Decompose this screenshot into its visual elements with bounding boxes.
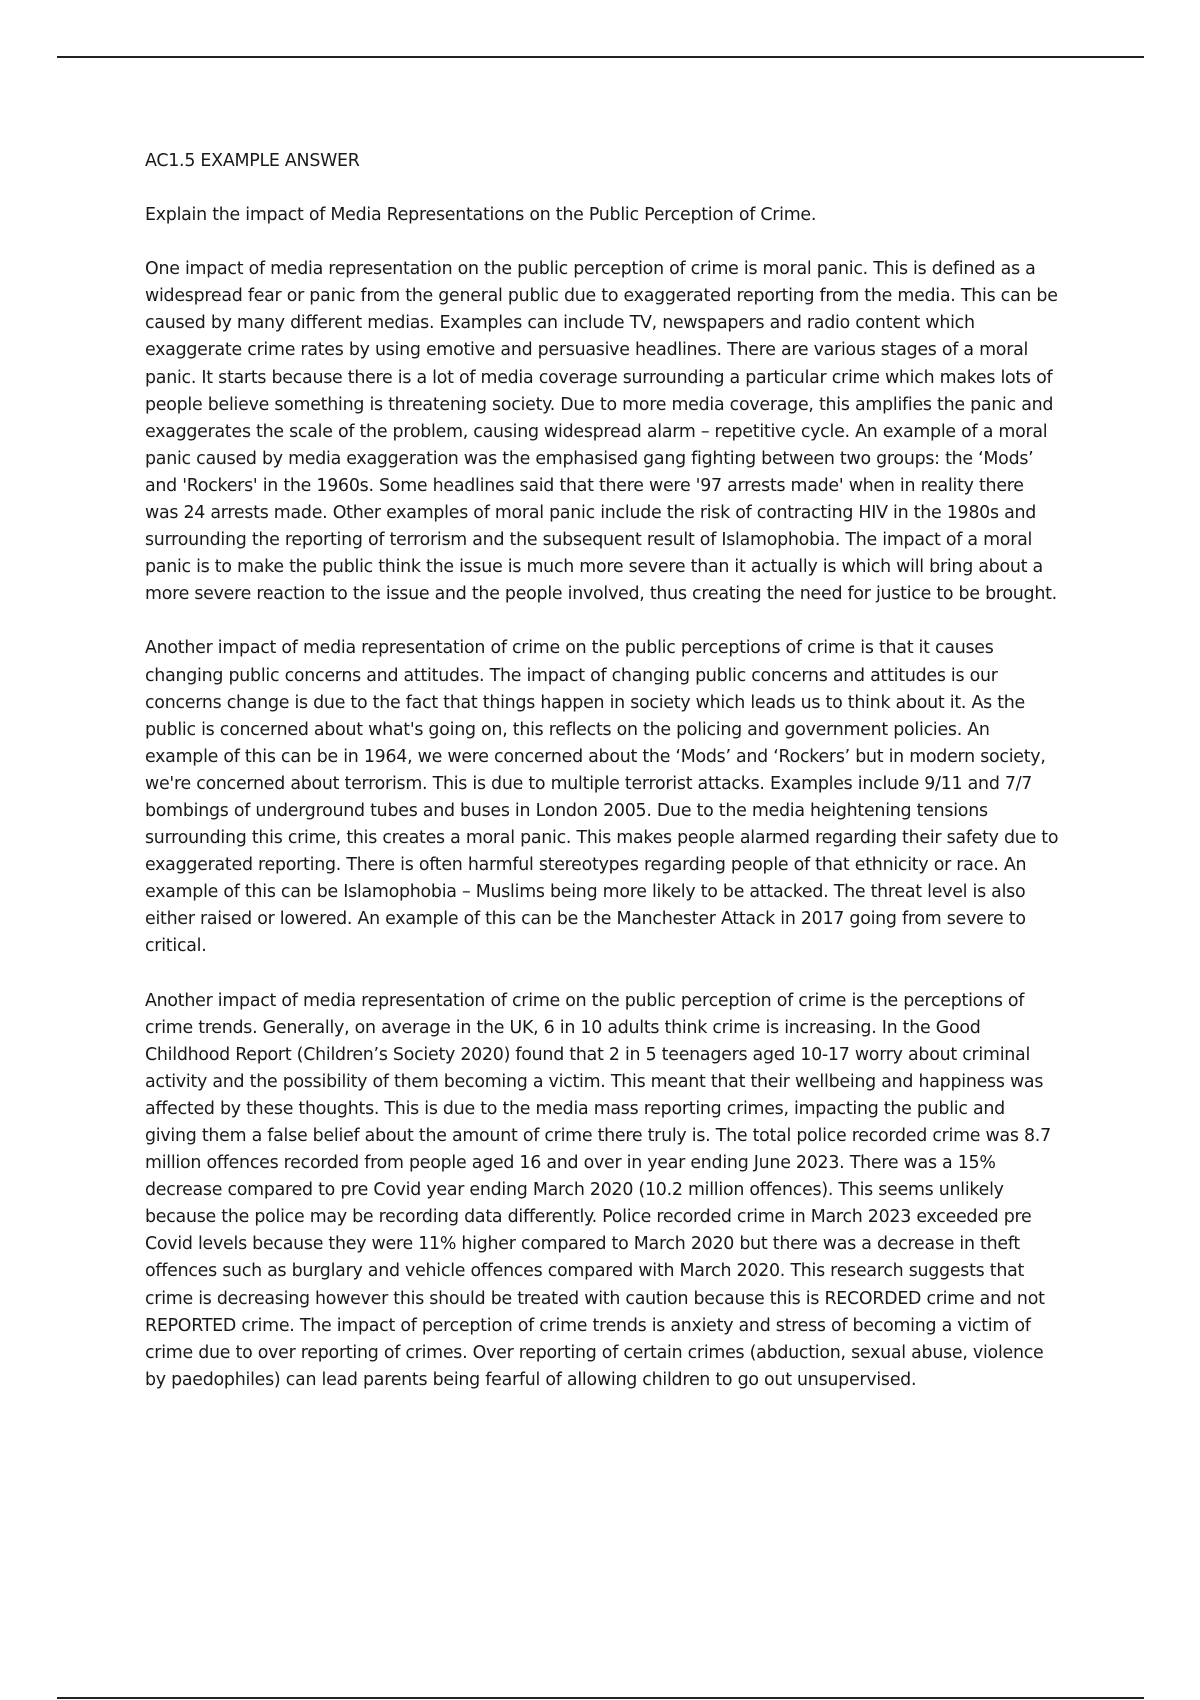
- paragraph-public-concerns: Another impact of media representation of crime on the public perceptions of crime is that it causes changing public concerns and attitudes. The impact of changing public concerns and attitudes is our concerns change is due to the fact that things happen in society which leads us to think about it. As the public is concerned about what's going on, this reflects on the policing and government policies. An example of this can be in 1964, we were concerned about the ‘Mods’ and ‘Rockers’ but in modern society, we're concerned about terrorism. This is due to multiple terrorist attacks. Examples include 9/11 and 7/7 bombings of underground tubes and buses in London 2005. Due to the media heightening tensions surrounding this crime, this creates a moral panic. This makes people alarmed regarding their safety due to exaggerated reporting. There is often harmful stereotypes regarding people of that ethnicity or race. An example of this can be Islamophobia – Muslims being more likely to be attacked. The threat level is also either raised or lowered. An example of this can be the Manchester Attack in 2017 going from severe to critical.: [145, 638, 1059, 957]
- footer-rule: [57, 1697, 1144, 1699]
- document-heading: AC1.5 EXAMPLE ANSWER: [145, 151, 360, 171]
- paragraph-moral-panic: One impact of media representation on the public perception of crime is moral panic. This is defined as a widespread fear or panic from the general public due to exaggerated reporting from the media. This can be caused by many different medias. Examples can include TV, newspapers and radio content which exaggerate crime rates by using emotive and persuasive headlines. There are various stages of a moral panic. It starts because there is a lot of media coverage surrounding a particular crime which makes lots of people believe something is threatening society. Due to more media coverage, this amplifies the panic and exaggerates the scale of the problem, causing widespread alarm – repetitive cycle. An example of a moral panic caused by media exaggeration was the emphasised gang fighting between two groups: the ‘Mods’ and 'Rockers' in the 1960s. Some headlines said that there were '97 arrests made' when in reality there was 24 arrests made. Other examples of moral panic include the risk of contracting HIV in the 1980s and surrounding the reporting of terrorism and the subsequent result of Islamophobia. The impact of a moral panic is to make the public think the issue is much more severe than it actually is which will bring about a more severe reaction to the issue and the people involved, thus creating the need for justice to be brought.: [145, 259, 1058, 605]
- question-text: Explain the impact of Media Representations on the Public Perception of Crime.: [145, 205, 817, 226]
- header-rule: [57, 56, 1144, 58]
- paragraph-crime-trends: Another impact of media representation of crime on the public perception of crime is the perceptions of crime trends. Generally, on average in the UK, 6 in 10 adults think crime is increasing. In the Good Childhood Report (Children’s Society 2020) found that 2 in 5 teenagers aged 10-17 worry about criminal activity and the possibility of them becoming a victim. This meant that their wellbeing and happiness was affected by these thoughts. This is due to the media mass reporting crimes, impacting the public and giving them a false belief about the amount of crime there truly is. The total police recorded crime was 8.7 million offences recorded from people aged 16 and over in year ending June 2023. There was a 15% decrease compared to pre Covid year ending March 2020 (10.2 million offences). This seems unlikely because the police may be recording data differently. Police recorded crime in March 2023 exceeded pre Covid levels because they were 11% higher compared to March 2020 but there was a decrease in theft offences such as burglary and vehicle offences compared with March 2020. This research suggests that crime is decreasing however this should be treated with caution because this is RECORDED crime and not REPORTED crime. The impact of perception of crime trends is anxiety and stress of becoming a victim of crime due to over reporting of crimes. Over reporting of certain crimes (abduction, sexual abuse, violence by paedophiles) can lead parents being fearful of allowing children to go out unsupervised.: [145, 990, 1051, 1390]
- document-body: [145, 148, 1060, 1421]
